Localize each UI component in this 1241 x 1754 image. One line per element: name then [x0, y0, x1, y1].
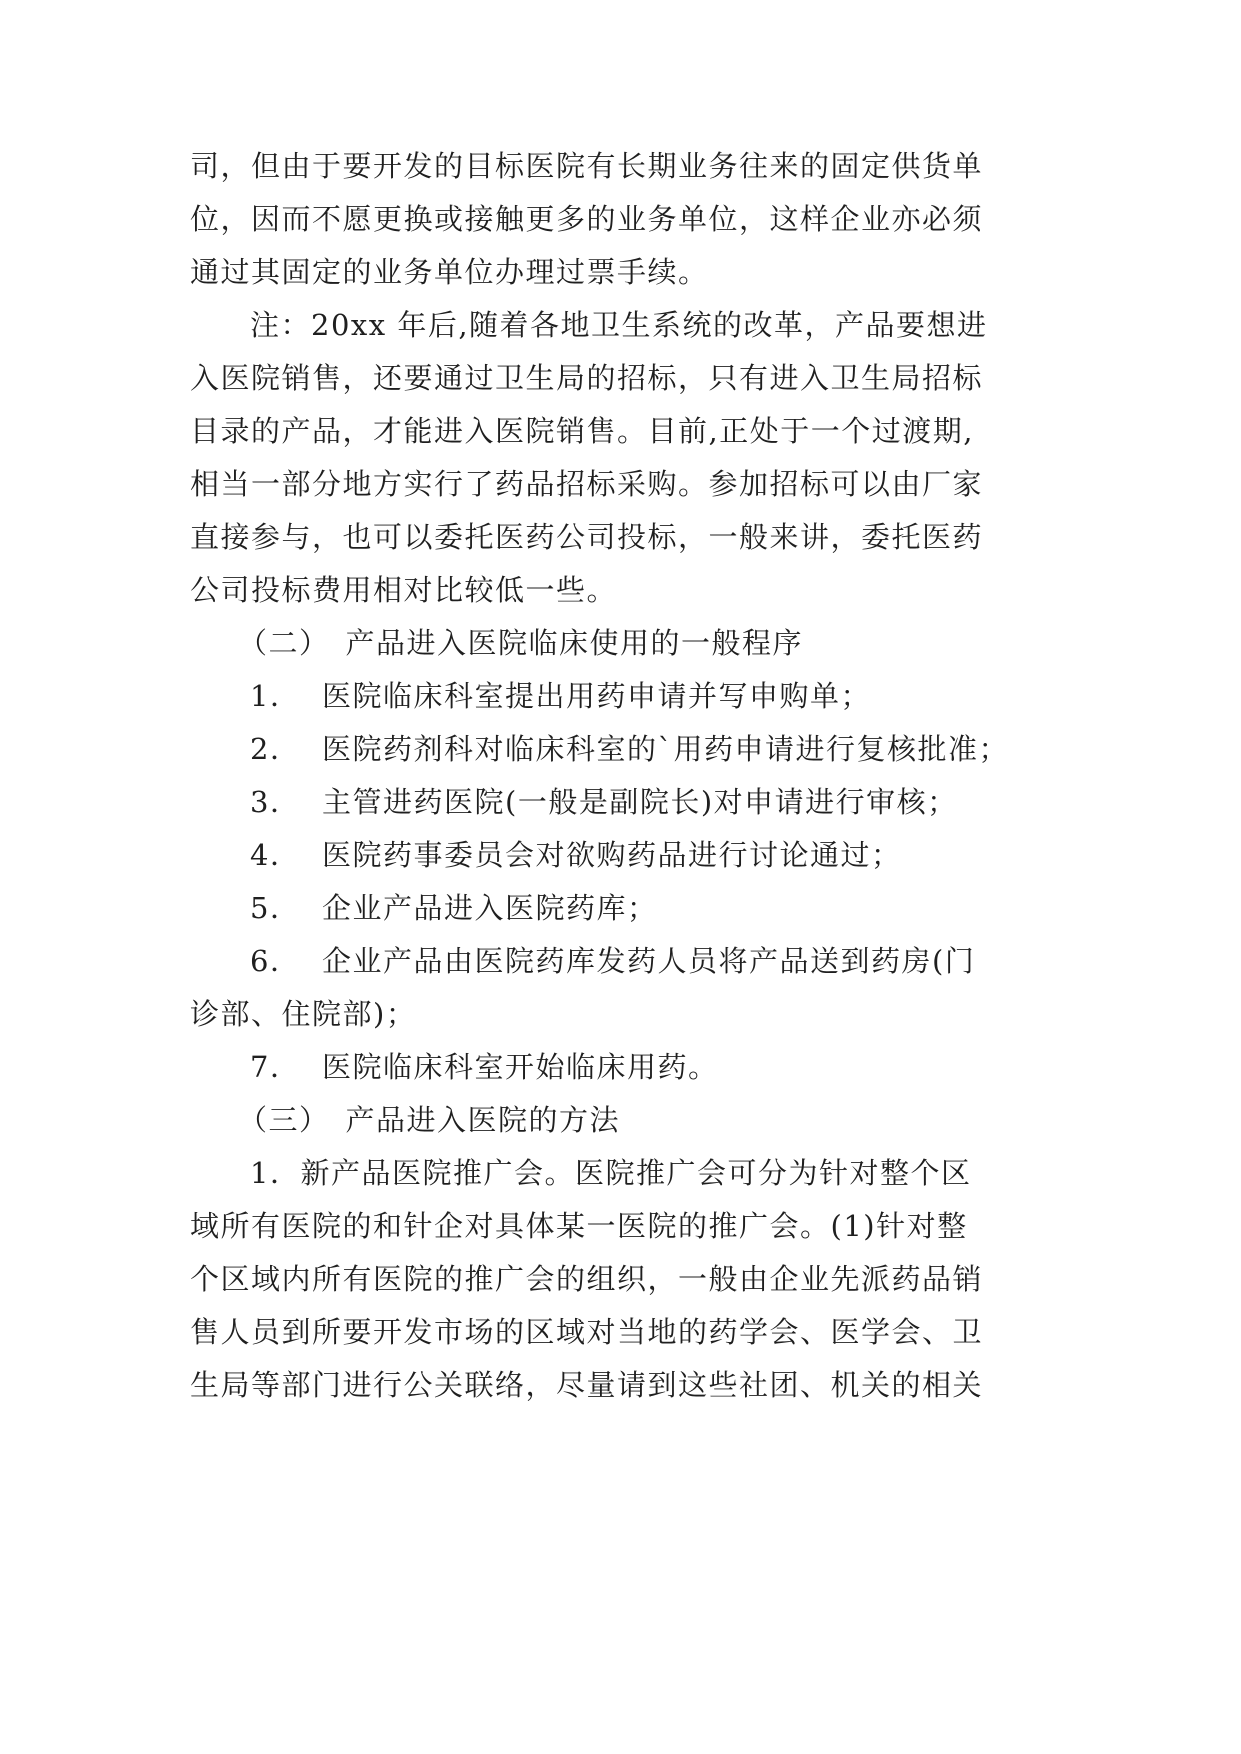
note-line: 注：20xx 年后,随着各地卫生系统的改革，产品要想进 [250, 308, 988, 342]
list-number: 2． [250, 732, 301, 766]
paragraph-line: 生局等部门进行公关联络，尽量请到这些社团、机关的相关 [190, 1368, 984, 1402]
paragraph-line: 域所有医院的和针企对具体某一医院的推广会。(1)针对整 [190, 1209, 968, 1243]
section-heading: （二） 产品进入医院临床使用的一般程序 [238, 626, 804, 660]
paragraph-line: 公司投标费用相对比较低一些。 [190, 573, 618, 607]
list-item [250, 782, 1120, 822]
list-number: 1． [250, 679, 301, 713]
list-item [250, 676, 1120, 716]
list-item [250, 835, 1120, 875]
paragraph-line: 相当一部分地方实行了药品招标采购。参加招标可以由厂家 [190, 467, 984, 501]
paragraph-line: 个区域内所有医院的推广会的组织，一般由企业先派药品销 [190, 1262, 984, 1296]
list-item [250, 888, 1120, 928]
list-item [250, 1047, 1120, 1087]
section-heading: （三） 产品进入医院的方法 [238, 1103, 621, 1137]
list-text: 主管进药医院(一般是副院长)对申请进行审核； [322, 785, 958, 819]
paragraph-line: 入医院销售，还要通过卫生局的招标，只有进入卫生局招标 [190, 361, 984, 395]
list-item [250, 729, 1120, 769]
paragraph-line: 目录的产品，才能进入医院销售。目前,正处于一个过渡期, [190, 414, 974, 448]
list-number: 7． [250, 1050, 301, 1084]
paragraph-line: 1．新产品医院推广会。医院推广会可分为针对整个区 [250, 1156, 972, 1190]
list-item [250, 941, 1120, 981]
list-number: 3． [250, 785, 301, 819]
list-text: 医院药剂科对临床科室的`用药申请进行复核批准； [322, 732, 1010, 766]
paragraph-line: 通过其固定的业务单位办理过票手续。 [190, 255, 709, 289]
paragraph-line: 位，因而不愿更换或接触更多的业务单位，这样企业亦必须 [190, 202, 984, 236]
list-number: 4． [250, 838, 301, 872]
list-text: 医院药事委员会对欲购药品进行讨论通过； [322, 838, 902, 872]
paragraph-line: 售人员到所要开发市场的区域对当地的药学会、医学会、卫 [190, 1315, 984, 1349]
list-text: 医院临床科室开始临床用药。 [322, 1050, 719, 1084]
list-text: 企业产品由医院药库发药人员将产品送到药房(门 [322, 944, 976, 978]
list-text: 企业产品进入医院药库； [322, 891, 658, 925]
paragraph-line: 司，但由于要开发的目标医院有长期业务往来的固定供货单 [190, 149, 984, 183]
list-item-continuation: 诊部、住院部)； [190, 997, 417, 1031]
list-number: 6． [250, 944, 301, 978]
paragraph-line: 直接参与，也可以委托医药公司投标，一般来讲，委托医药 [190, 520, 984, 554]
list-number: 5． [250, 891, 301, 925]
list-text: 医院临床科室提出用药申请并写申购单； [322, 679, 872, 713]
